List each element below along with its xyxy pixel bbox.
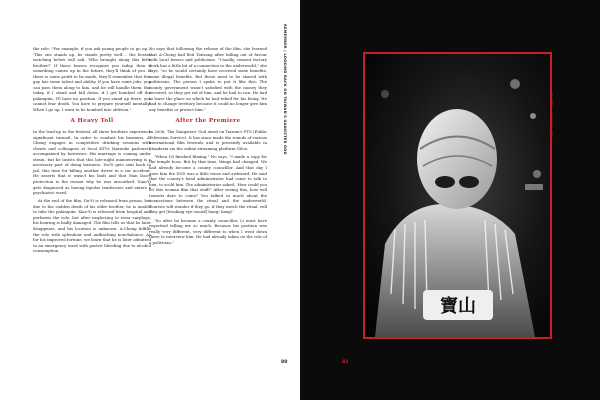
page-number-left: 80 — [281, 360, 288, 365]
page-number-right: 81 — [342, 360, 349, 365]
text-column-left — [33, 46, 151, 256]
body-paragraph: the role: "For example, if you ask young people to go up… 'This one stands up, he stands pretty well'… the bosses watching below will ask, 'Who brought along this little brother?' If these bosses recognize you today, then if something comes up in the future, they'll think of you. If there is some profit to be made, they'll remember that this guy has some talent and ability. If you have some jobs, you can pass them along to him, and he will handle them. But today, if I stand and fall down, if I get bombed off the palanquin, I'll have no position. If you stand up there, you cannot fear death. You have to prepare yourself mentally: When I go up, I want to be bombed into oblivion." — [33, 46, 151, 113]
temple-sign-text: 寶山 — [440, 296, 476, 317]
body-paragraph: No says that following the release of the film, she learned that A-Cheng had fled Taiwang after falling out of favour with local bosses and politicians. "Usually, cement factory work has a little bit of a connection to the underworld," she says, "so he would certainly have received some benefits, some illegal benefits. But these need to be shared with politicians. The person I spoke to put it like this: The county government wasn't satisfied with the money they received, so they got rid of him, and he had to run. He had to leave the place on which he had relied for his living. He had to change territory because it could no longer give him any benefits or protect him." — [149, 46, 267, 113]
bokeh-light — [381, 90, 389, 98]
body-paragraph: "So after he became a county councillor, Li must have regretted telling me so much. Because his position was really very different, very different to when I went down there to interview him. He had already taken on the role of a politician." — [149, 217, 267, 245]
bokeh-light — [510, 79, 520, 89]
background-light — [525, 184, 543, 190]
head-wrap — [417, 109, 497, 209]
running-head: REMEMBER | LOOKING BACK ON TAIWAN'S GANGSTER GOD — [283, 24, 287, 155]
masked-man-photo — [365, 54, 550, 337]
body-paragraph: "When I'd finished filming," No says, "I made a copy for the temple boss. But by that time, things had changed. We had already become a county councillor. And that day I gave him the DVD was a little tense and awkward. He said that the county's head administrator had come to talk to him, to scold him. The administrator asked, 'How could you let this woman film that stuff?' After seeing this, how will tourists dare to come? You talked so much about the connections between the ritual and the underworld. Tourists will wonder if they go, if they watch the ritual, will they get [freaking eye-sound] bang! bang!' — [149, 153, 267, 215]
section-heading: After the Premiere — [175, 117, 241, 124]
sunglasses-left — [435, 176, 455, 188]
body-paragraph: In the lead-up to the festival, all three brothers experience significant turmoil. In order to conduct his business, A-Cheng engages in competitive drinking sessions with clients and colleagues at local KTVs (karaoke parlours), accompanied by hostesses. His marriage is coming under strain, but he insists that this late-night manoeuvring is a necessary part of doing business. Da-Yi gets sent back to jail, this time for killing another driver in a car accident. He asserts that it wasn't his fault and that Man Dao's protection is the reason why he was unscathed. Xiao-Yi gets diagnosed as having bipolar tendencies and enters a psychiatric ward. — [33, 129, 151, 196]
photo-credit: PHOTO: FANGO JEN — [549, 92, 553, 138]
body-paragraph: In 2006, The Gangsters' God aired on Taiwan's PTS (Public Television Service). It has since made the rounds of various international film festivals and is presently available in Mandarin via the online streaming platform Giloo. — [149, 129, 267, 151]
photo-frame — [363, 52, 552, 339]
text-column-right — [149, 46, 267, 248]
bokeh-light — [533, 170, 541, 178]
body-paragraph: At the end of the film, Da-Yi is released from prison, but due to the sudden death of his older brother, he is unable to take the palanquin. Xiao-Yi is released from hospital and performs the role, but after neglecting to wear earplugs, his hearing is badly damaged. The film tells us that he later disappears, and his location is unknown. A-Cheng fulfills the role with splendour and unflinching nonchalance. As for his improved fortune, we learn that he is later admitted to an emergency ward with gastric bleeding due to alcohol consumption. — [33, 198, 151, 254]
sunglasses-right — [459, 176, 479, 188]
section-heading: A Heavy Toll — [70, 117, 114, 124]
bokeh-light — [530, 113, 536, 119]
